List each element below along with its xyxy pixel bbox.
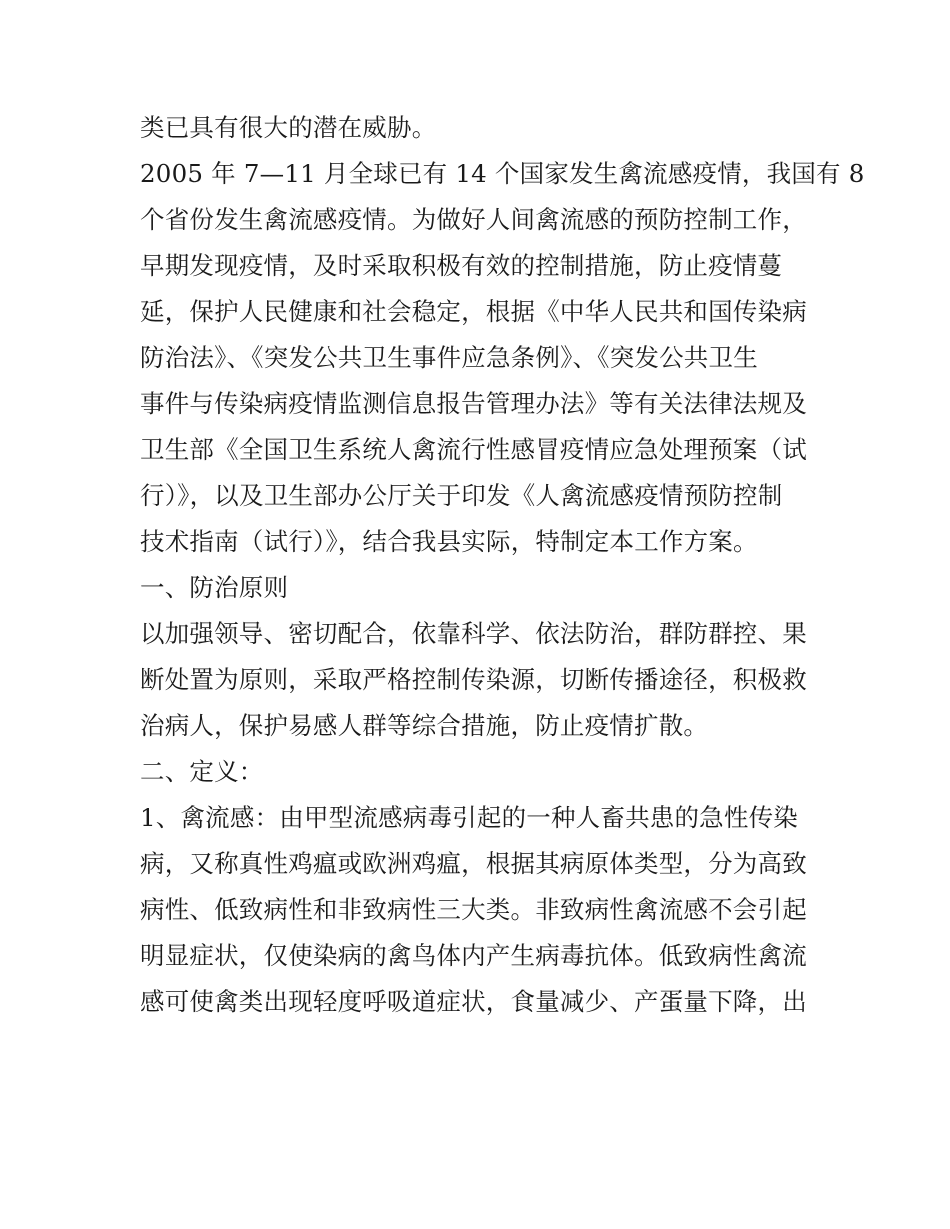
body-text: [140, 105, 865, 1025]
text-line: 延，保护人民健康和社会稳定，根据《中华人民共和国传染病: [140, 297, 807, 326]
text-line: 感可使禽类出现轻度呼吸道症状，食量减少、产蛋量下降，出: [140, 987, 807, 1016]
text-line: 早期发现疫情，及时采取积极有效的控制措施，防止疫情蔓: [140, 251, 783, 280]
text-line: 病性、低致病性和非致病性三大类。非致病性禽流感不会引起: [140, 895, 807, 924]
text-line: 1、禽流感：由甲型流感病毒引起的一种人畜共患的急性传染: [140, 803, 798, 832]
text-line: 事件与传染病疫情监测信息报告管理办法》等有关法律法规及: [140, 389, 807, 418]
text-line: 技术指南（试行）》，结合我县实际，特制定本工作方案。: [140, 527, 758, 556]
text-line: 2005 年 7—11 月全球已有 14 个国家发生禽流感疫情，我国有 8: [140, 159, 865, 188]
text-line: 治病人，保护易感人群等综合措施，防止疫情扩散。: [140, 711, 709, 740]
section-heading: 一、防治原则: [140, 573, 289, 602]
text-line: 卫生部《全国卫生系统人禽流行性感冒疫情应急处理预案（试: [140, 435, 807, 464]
text-line: 病，又称真性鸡瘟或欧洲鸡瘟，根据其病原体类型，分为高致: [140, 849, 807, 878]
text-line: 明显症状，仅使染病的禽鸟体内产生病毒抗体。低致病性禽流: [140, 941, 807, 970]
text-line: 断处置为原则，采取严格控制传染源，切断传播途径，积极救: [140, 665, 807, 694]
text-line: 类已具有很大的潜在威胁。: [140, 113, 437, 142]
text-line: 行）》，以及卫生部办公厅关于印发《人禽流感疫情预防控制: [140, 481, 783, 510]
text-line: 个省份发生禽流感疫情。为做好人间禽流感的预防控制工作，: [140, 205, 807, 234]
section-heading: 二、定义：: [140, 757, 264, 786]
text-line: 防治法》、《突发公共卫生事件应急条例》、《突发公共卫生: [140, 343, 758, 372]
text-line: 以加强领导、密切配合，依靠科学、依法防治，群防群控、果: [140, 619, 807, 648]
